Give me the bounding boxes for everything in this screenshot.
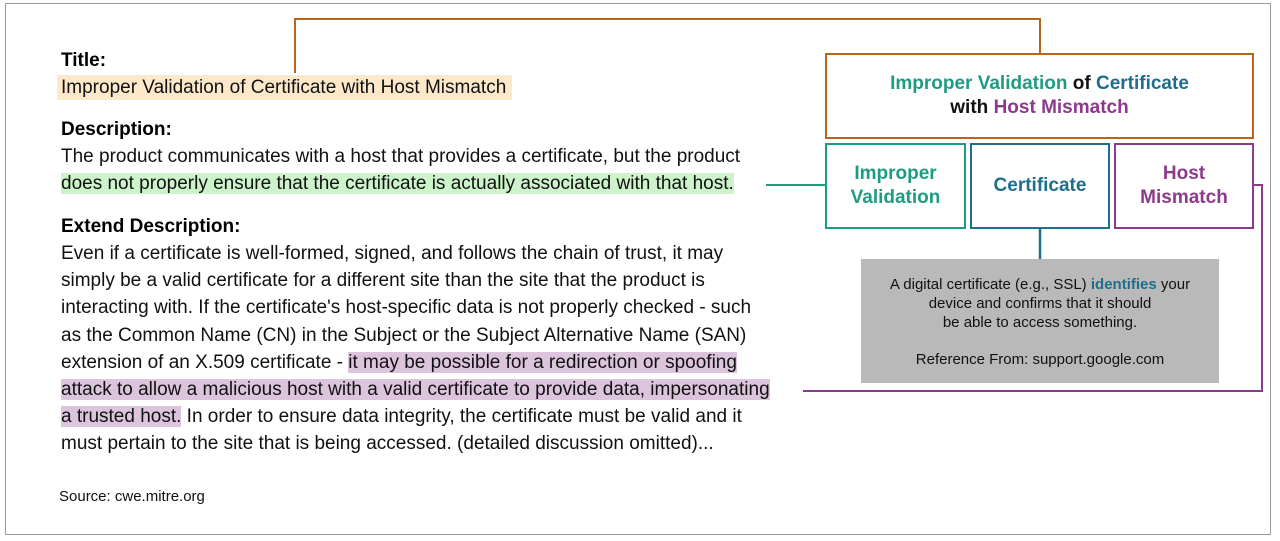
description-highlight: does not properly ensure that the certificate is actually associated with that host.: [61, 173, 734, 195]
extend-line-plain: extension of an X.509 certificate -: [61, 351, 349, 373]
description-line: The product communicates with a host that provides a certificate, but the product: [61, 146, 741, 167]
validation-line: Improper: [854, 163, 937, 184]
extend-highlight: attack to allow a malicious host with a valid certificate to provide data, impersonating: [61, 379, 770, 401]
extend-line: interacting with. If the certificate's host-specific data is not properly checked - such: [61, 297, 752, 319]
improper-validation-box: [825, 143, 966, 229]
host-mismatch-box: [1114, 143, 1254, 229]
extend-line: must pertain to the site that is being accessed. (detailed discussion omitted)...: [61, 433, 714, 455]
definition-text: your: [1156, 276, 1191, 293]
title-part-host: Host Mismatch: [993, 97, 1129, 118]
title-value: [61, 74, 512, 101]
certificate-box: [970, 143, 1110, 229]
title-part-certificate: Certificate: [1095, 73, 1189, 94]
title-label: Title:: [61, 50, 107, 71]
extend-highlight: it may be possible for a redirection or spoofing: [348, 351, 737, 373]
title-part-with: with: [950, 97, 994, 118]
host-line: Mismatch: [1140, 187, 1228, 208]
validation-line: Validation: [850, 187, 941, 208]
definition-line: device and confirms that it should: [928, 295, 1152, 312]
extend-line: simply be a valid certificate for a different site than the site that the product is: [61, 270, 705, 292]
definition-line: be able to access something.: [942, 314, 1138, 331]
extend-description-label: Extend Description:: [61, 216, 241, 237]
definition-keyword: identifies: [1090, 276, 1157, 293]
extend-line-plain: In order to ensure data integrity, the certificate must be valid and it: [181, 406, 742, 428]
definition-reference: Reference From: support.google.com: [915, 351, 1165, 368]
title-highlight: Improper Validation of Certificate with Host Mismatch: [57, 75, 512, 100]
certificate-definition-box: [861, 259, 1219, 383]
extend-line: as the Common Name (CN) in the Subject or the Subject Alternative Name (SAN): [61, 324, 747, 346]
certificate-label: Certificate: [993, 175, 1087, 196]
definition-text: A digital certificate (e.g., SSL): [889, 276, 1091, 293]
title-part-of: of: [1067, 73, 1096, 94]
host-line: Host: [1162, 163, 1206, 184]
extend-highlight: a trusted host.: [61, 406, 182, 428]
cwe-title-box: [825, 53, 1254, 139]
description-text: [61, 143, 740, 197]
description-label: Description:: [61, 119, 172, 140]
extend-description-text: [61, 240, 770, 458]
title-part-validation: Improper Validation: [890, 73, 1068, 94]
source-note: Source: cwe.mitre.org: [59, 488, 205, 505]
extend-line: Even if a certificate is well-formed, signed, and follows the chain of trust, it may: [61, 243, 724, 264]
